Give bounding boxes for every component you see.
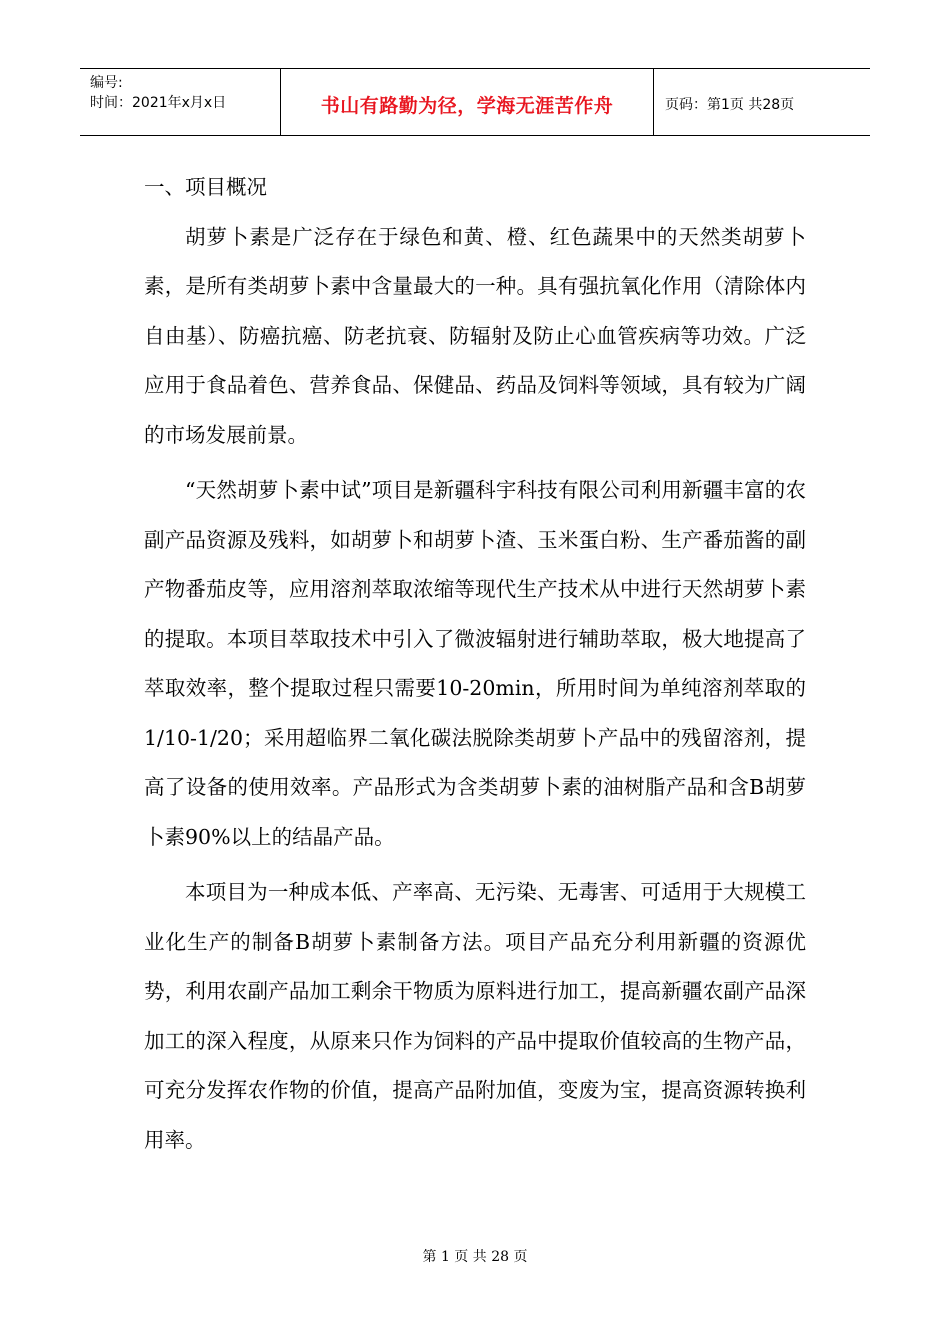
page-footer: 第 1 页 共 28 页 (422, 1249, 528, 1265)
body-paragraph: “天然胡萝卜素中试”项目是新疆科宇科技有限公司利用新疆丰富的农副产品资源及残料，如胡萝卜和胡萝卜渣、玉米蛋白粉、生产番茄酱的副产物番茄皮等，应用溶剂萃取浓缩等现代生产技术从中进行天然胡萝卜素的提取。本项目萃取技术中引入了微波辐射进行辅助萃取，极大地提高了萃取效率，整个提取过程只需要10-20min，所用时间为单纯溶剂萃取的1/10-1/20；采用超临界二氧化碳法脱除类胡萝卜产品中的残留溶剂，提高了设备的使用效率。产品形式为含类胡萝卜素的油树脂产品和含B胡萝卜素90%以上的结晶产品。 (144, 478, 806, 849)
header-page-info-cell (654, 69, 870, 135)
document-time: 时间：2021年x月x日 (90, 95, 227, 111)
section-heading: 一、项目概况 (144, 175, 267, 199)
header-page-info: 页码：第1页 共28页 (665, 97, 795, 113)
document-number-label: 编号: (90, 75, 123, 91)
header-motto-cell (281, 69, 654, 135)
page-header (80, 68, 870, 136)
header-meta (80, 69, 281, 135)
body-paragraph: 本项目为一种成本低、产率高、无污染、无毒害、可适用于大规模工业化生产的制备B胡萝卜素制备方法。项目产品充分利用新疆的资源优势，利用农副产品加工剩余干物质为原料进行加工，提高新疆农副产品深加工的深入程度，从原来只作为饲料的产品中提取价值较高的生物产品，可充分发挥农作物的价值，提高产品附加值，变废为宝，提高资源转换利用率。 (144, 880, 806, 1152)
document-body (144, 163, 806, 1165)
body-paragraph: 胡萝卜素是广泛存在于绿色和黄、橙、红色蔬果中的天然类胡萝卜素，是所有类胡萝卜素中含量最大的一种。具有强抗氧化作用（清除体内自由基）、防癌抗癌、防老抗衰、防辐射及防止心血管疾病等功效。广泛应用于食品着色、营养食品、保健品、药品及饲料等领域，具有较为广阔的市场发展前景。 (144, 224, 806, 447)
header-motto: 书山有路勤为径，学海无涯苦作舟 (320, 94, 614, 117)
